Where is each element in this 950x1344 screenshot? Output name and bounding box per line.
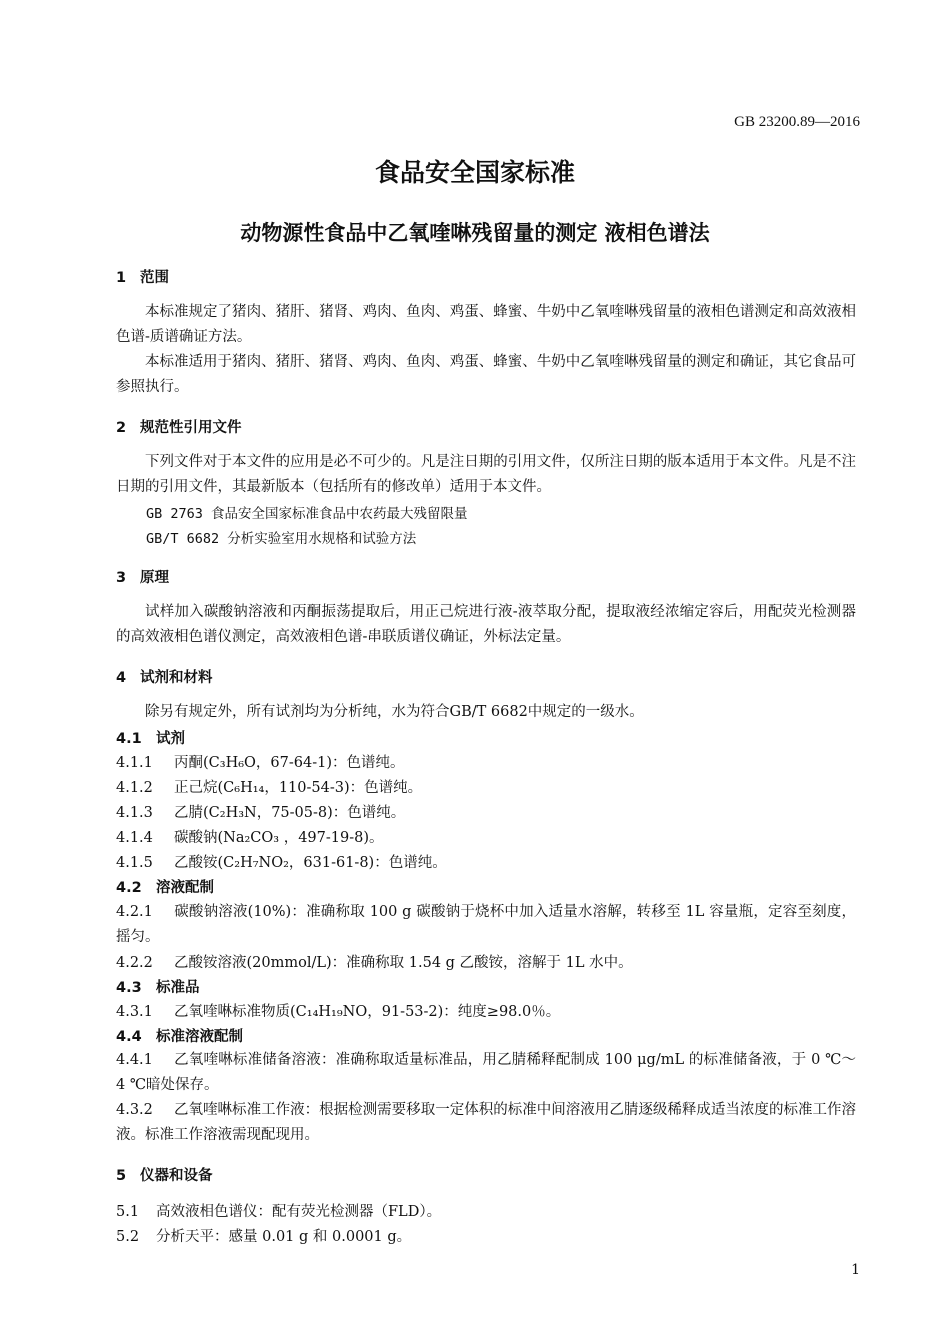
list-item: 5.2 分析天平：感量 0.01 g 和 0.0001 g。 xyxy=(116,1229,412,1245)
reference-gb2763: GB 2763 食品安全国家标准食品中农药最大残留限量 xyxy=(146,506,468,522)
section-heading-principle: 3 原理 xyxy=(116,570,169,586)
standard-code: GB 23200.89—2016 xyxy=(734,114,860,130)
section-heading-reagents: 4 试剂和材料 xyxy=(116,670,213,686)
document-subtitle: 动物源性食品中乙氧喹啉残留量的测定 液相色谱法 xyxy=(240,221,710,245)
section-heading-normative-references: 2 规范性引用文件 xyxy=(116,420,242,436)
list-item: 4.2.1 碳酸钠溶液(10%)：准确称取 100 g 碳酸钠于烧杯中加入适量水溶解，转移至 1L 容量瓶，定容至刻度，摇匀。 xyxy=(116,904,856,945)
list-item: 4.1.3 乙腈(C₂H₃N，75-05-8)：色谱纯。 xyxy=(116,805,406,821)
principle-text xyxy=(116,600,856,650)
section-heading-scope: 1 范围 xyxy=(116,270,169,286)
list-item: 4.1.1 丙酮(C₃H₆O，67-64-1)：色谱纯。 xyxy=(116,755,405,771)
list-item: 4.1.4 碳酸钠(Na₂CO₃ ，497-19-8)。 xyxy=(116,830,384,846)
reagents-intro xyxy=(116,700,856,725)
paragraph: 试样加入碳酸钠溶液和丙酮振荡提取后，用正己烷进行液-液萃取分配，提取液经浓缩定容后，用配荧光检测器的高效液相色谱仪测定，高效液相色谱-串联质谱仪确证，外标法定量。 xyxy=(116,604,856,645)
subsection-heading-4-4: 4.4 标准溶液配制 xyxy=(116,1029,243,1045)
paragraph: 本标准适用于猪肉、猪肝、猪肾、鸡肉、鱼肉、鸡蛋、蜂蜜、牛奶中乙氧喹啉残留量的测定和确证，其它食品可参照执行。 xyxy=(116,354,856,395)
paragraph: 除另有规定外，所有试剂均为分析纯，水为符合GB/T 6682中规定的一级水。 xyxy=(145,704,644,720)
page-number: 1 xyxy=(851,1262,860,1278)
paragraph: 本标准规定了猪肉、猪肝、猪肾、鸡肉、鱼肉、鸡蛋、蜂蜜、牛奶中乙氧喹啉残留量的液相色谱测定和高效液相色谱-质谱确证方法。 xyxy=(116,304,856,345)
list-item: 4.2.2 乙酸铵溶液(20mmol/L)：准确称取 1.54 g 乙酸铵，溶解于 1L 水中。 xyxy=(116,955,633,971)
subsection-heading-4-2: 4.2 溶液配制 xyxy=(116,880,214,896)
list-item: 4.3.2 乙氧喹啉标准工作液：根据检测需要移取一定体积的标准中间溶液用乙腈逐级稀释成适当浓度的标准工作溶液。标准工作溶液需现配现用。 xyxy=(116,1102,856,1143)
document-title: 食品安全国家标准 xyxy=(374,158,575,187)
scope-text xyxy=(116,300,856,400)
references-text xyxy=(116,450,856,500)
subsection-heading-4-1: 4.1 试剂 xyxy=(116,731,185,747)
list-item: 5.1 高效液相色谱仪：配有荧光检测器（FLD）。 xyxy=(116,1204,442,1220)
reference-gbt6682: GB/T 6682 分析实验室用水规格和试验方法 xyxy=(146,531,417,547)
list-item: 4.1.2 正己烷(C₆H₁₄，110-54-3)：色谱纯。 xyxy=(116,780,423,796)
section-heading-apparatus: 5 仪器和设备 xyxy=(116,1168,213,1184)
paragraph: 下列文件对于本文件的应用是必不可少的。凡是注日期的引用文件，仅所注日期的版本适用于本文件。凡是不注日期的引用文件，其最新版本（包括所有的修改单）适用于本文件。 xyxy=(116,454,856,495)
list-item: 4.4.1 乙氧喹啉标准储备溶液：准确称取适量标准品，用乙腈稀释配制成 100 μg/mL 的标准储备液，于 0 ℃～4 ℃暗处保存。 xyxy=(116,1052,856,1093)
subsection-heading-4-3: 4.3 标准品 xyxy=(116,980,200,996)
list-item: 4.1.5 乙酸铵(C₂H₇NO₂，631-61-8)：色谱纯。 xyxy=(116,855,447,871)
list-item: 4.3.1 乙氧喹啉标准物质(C₁₄H₁₉NO，91-53-2)：纯度≥98.0％。 xyxy=(116,1004,561,1020)
